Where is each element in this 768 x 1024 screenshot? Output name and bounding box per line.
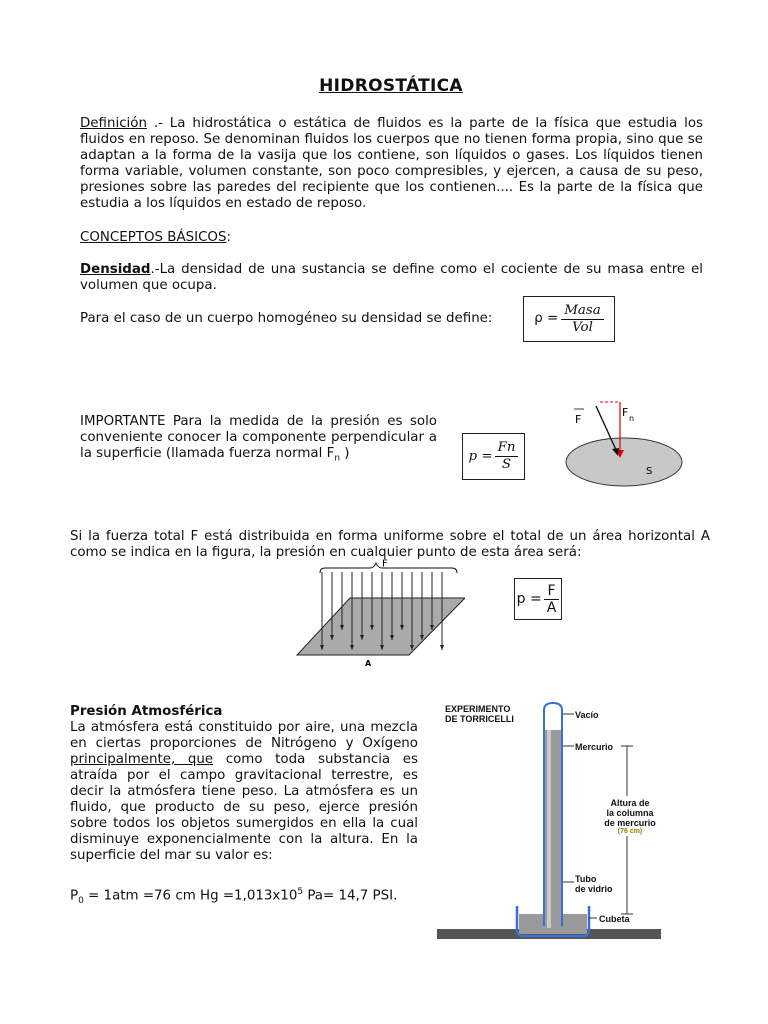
density-numerator: Masa (561, 303, 604, 320)
value-text-a: = 1atm =76 cm Hg =1,013x10 (83, 888, 298, 904)
vacio-label: Vacío (575, 710, 599, 720)
importante-subscript: n (334, 453, 341, 464)
pressure-fraction-1 (495, 440, 519, 473)
definicion-paragraph (80, 116, 703, 212)
force-label: F (575, 413, 582, 426)
force-brace (320, 563, 457, 573)
pressure-denominator-1: S (501, 457, 512, 472)
torricelli-title-2: DE TORRICELLI (445, 714, 514, 724)
atmosferica-paragraph (70, 720, 418, 864)
normal-sub-label: n (629, 414, 635, 423)
importante-paragraph (80, 414, 437, 467)
figure-force-label: F (382, 558, 388, 570)
mercury-highlight (547, 730, 551, 928)
force-arrow-head (440, 645, 444, 650)
cubeta-label: Cubeta (599, 914, 630, 924)
atmosferica-heading: Presión Atmosférica (70, 704, 223, 719)
p0-subscript: 0 (78, 896, 84, 907)
homogeneo-text: Para el caso de un cuerpo homogéneo su densidad se define: (80, 311, 493, 326)
importante-close: ) (340, 446, 350, 461)
altura-label-2: la columna (606, 808, 654, 818)
figure-area-label: A (365, 659, 372, 668)
pressure-numerator-2: F (544, 583, 560, 600)
pressure-denominator-2: A (546, 599, 557, 616)
atmosferica-text-a: La atmósfera está constituido por aire, una mezcla en ciertas proporciones de Nitrógeno y Oxígeno (70, 720, 418, 751)
distributed-force-figure (290, 558, 465, 670)
definicion-text: .- La hidrostática o estática de fluidos es la parte de la física que estudia los fluidos en reposo. Se denominan fluidos los cuerpos que no tienen forma propia, sino que se adaptan a la forma de la vasija que los contiene, son líquidos o gases. Los líquidos tienen forma variable, volumen constante, son poco compresibles, y ejercen, a causa de su peso, presiones sobre las paredes del recipiente que los contienen.... Es la parte de la física que estudia a los líquidos en estado de reposo. (80, 116, 703, 211)
pressure-formula-box-1 (462, 433, 525, 480)
tubo-label-1: Tubo (575, 874, 597, 884)
torricelli-figure (437, 700, 663, 942)
density-denominator: Vol (572, 319, 593, 335)
conceptos-heading-line (80, 230, 703, 246)
altura-label-4: (76 cm) (617, 828, 643, 835)
pressure-symbol-2: p = (516, 591, 542, 607)
mercurio-label: Mercurio (575, 742, 614, 752)
pressure-formula-box-2 (514, 578, 562, 620)
page-title: HIDROSTÁTICA (319, 76, 463, 96)
pressure-symbol-1: p = (468, 448, 493, 464)
value-exponent: 5 (297, 887, 304, 897)
p0-symbol: P (70, 888, 79, 904)
densidad-paragraph (80, 262, 703, 294)
surface-ellipse (566, 438, 682, 486)
tubo-label-2: de vidrio (575, 884, 613, 894)
importante-text: IMPORTANTE Para la medida de la presión es solo conveniente conocer la componente perpendicular a la superficie (llamada fuerza normal F (80, 414, 437, 461)
normal-force-diagram (560, 392, 700, 492)
conceptos-heading: CONCEPTOS BÁSICOS (80, 230, 227, 245)
presion-paragraph: Si la fuerza total F está distribuida en forma uniforme sobre el total de un área horizontal A como se indica en la figura, la presión en cualquier punto de esta área será: (70, 529, 710, 560)
torricelli-title-1: EXPERIMENTO (445, 704, 511, 714)
atmospheric-value (70, 884, 397, 909)
density-fraction (561, 303, 604, 336)
value-text-b: Pa= 14,7 PSI. (303, 888, 398, 904)
definicion-term: Definición (80, 116, 147, 131)
densidad-text: .-La densidad de una sustancia se define como el cociente de su masa entre el volumen que ocupa. (80, 262, 703, 293)
surface-label: S (646, 466, 653, 477)
density-formula-box (523, 296, 615, 342)
normal-label: F (622, 406, 629, 419)
atmosferica-text-underlined: principalmente, que (70, 752, 214, 767)
conceptos-colon: : (226, 230, 231, 245)
altura-label-3: de mercurio (604, 818, 656, 828)
atmosferica-text-b: como toda substancia es atraída por el campo gravitacional terrestre, es decir la atmósfera tiene peso. La atmósfera es un fluido, que producto de su peso, ejerce presión sobre todos los objetos sumergidos en ella la cual disminuye exponencialmente con la altura. En la superficie del mar su valor es: (70, 752, 418, 863)
densidad-term: Densidad (80, 262, 151, 277)
pressure-fraction-2 (544, 583, 560, 616)
altura-label-1: Altura de (610, 798, 650, 808)
density-symbol: ρ = (534, 311, 559, 326)
pressure-numerator-1: Fn (495, 440, 519, 457)
